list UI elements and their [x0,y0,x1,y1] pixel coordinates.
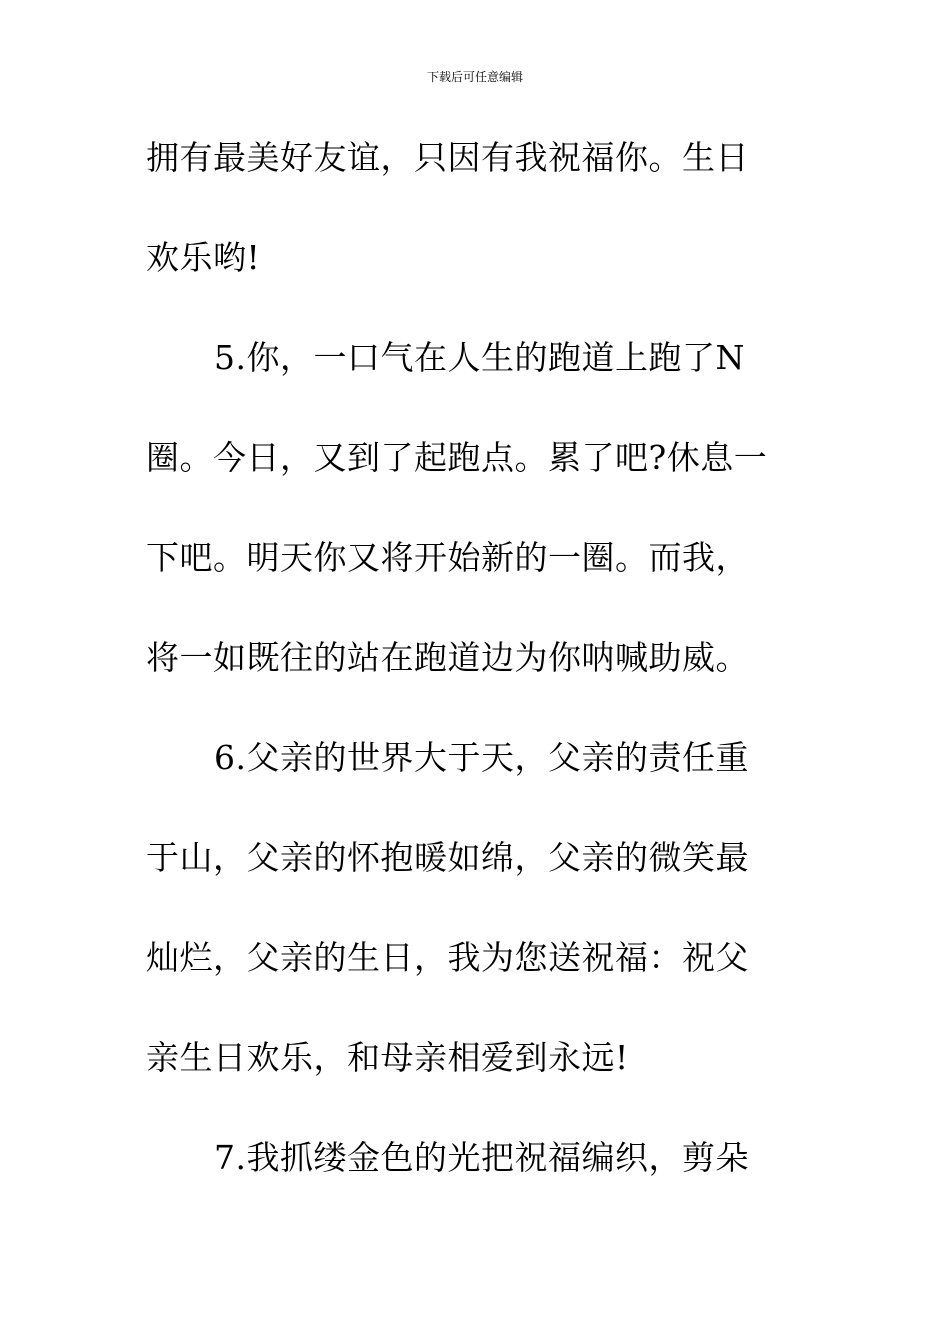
body-line-6: 将一如既往的站在跑道边为你呐喊助威。 [146,638,749,677]
body-line-1: 拥有最美好友谊，只因有我祝福你。生日 [146,138,749,177]
page-header: 下载后可任意编辑 [426,70,523,84]
body-line-5: 下吧。明天你又将开始新的一圈。而我， [146,538,749,577]
body-line-7: 6.父亲的世界大于天，父亲的责任重 [214,738,749,777]
body-line-11: 7.我抓缕金色的光把祝福编织，剪朵 [214,1138,749,1177]
body-line-2: 欢乐哟! [146,238,261,277]
body-line-9: 灿烂，父亲的生日，我为您送祝福：祝父 [146,938,749,977]
body-line-10: 亲生日欢乐，和母亲相爱到永远! [146,1038,629,1077]
body-line-4: 圈。今日，又到了起跑点。累了吧?休息一 [146,438,768,477]
body-line-3: 5.你，一口气在人生的跑道上跑了N [214,338,745,377]
body-line-8: 于山，父亲的怀抱暖如绵，父亲的微笑最 [146,838,749,877]
